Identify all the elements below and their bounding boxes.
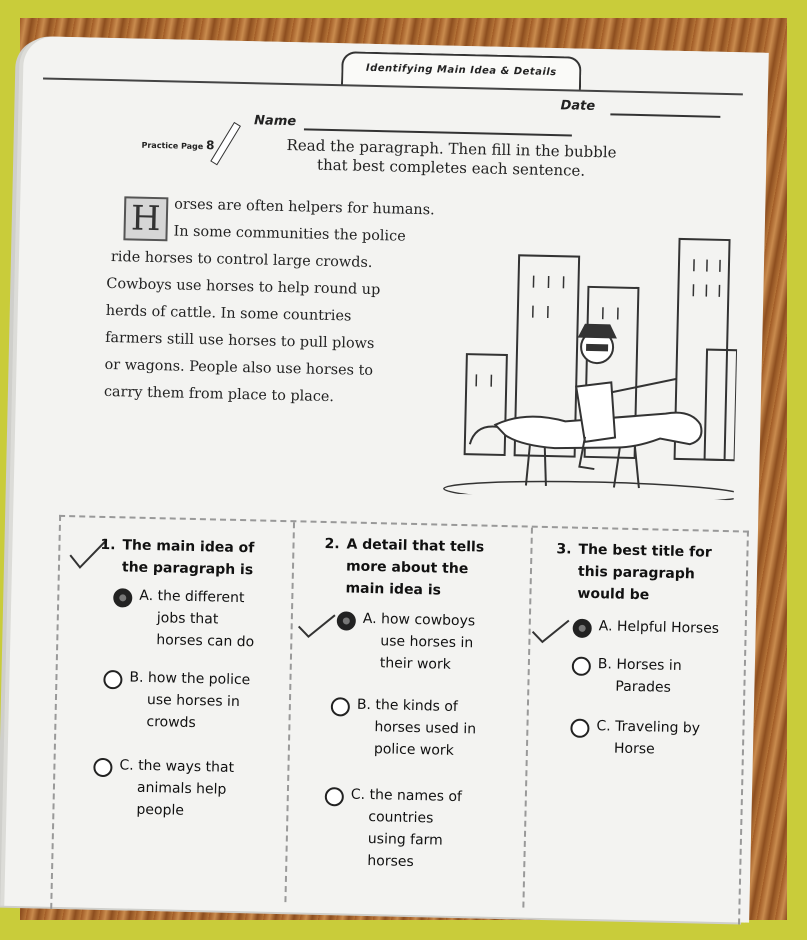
question-3-title-line-1: The best title for [578, 541, 712, 561]
q1-option-b [128, 667, 250, 736]
q2-option-c-line-2: countries [368, 809, 434, 827]
q3-option-a-line-1: Helpful Horses [616, 618, 720, 637]
q2-option-c-line-1: the names of [369, 787, 463, 806]
q2-option-a-line-1: how cowboys [380, 611, 476, 630]
question-2-number: 2. [324, 535, 340, 553]
paragraph-line-8: carry them from place to place. [103, 383, 335, 406]
paragraph-line-3: ride horses to control large crowds. [110, 249, 373, 271]
question-1-title-line-1: The main idea of [122, 537, 255, 557]
q3-option-b-line-1: Horses in [616, 656, 682, 675]
q2-option-c [349, 784, 462, 874]
q3-option-b-bubble[interactable] [572, 657, 591, 676]
name-field[interactable] [304, 128, 572, 136]
reading-paragraph [104, 190, 479, 414]
checkmark-icon [530, 614, 571, 647]
question-3-title-line-3: would be [577, 585, 650, 604]
questions-section [50, 515, 749, 925]
q1-option-a-line-3: horses can do [156, 632, 255, 651]
question-3-title [555, 538, 712, 608]
q2-option-a-line-3: their work [379, 655, 451, 673]
q2-option-a [362, 608, 476, 677]
q2-option-b [356, 694, 477, 763]
instructions-line-2: that best completes each sentence. [316, 155, 586, 180]
dropcap-letter: H [123, 196, 168, 241]
question-1-title [100, 534, 255, 581]
worksheet-page [4, 36, 769, 923]
q1-option-b-line-1: how the police [147, 669, 251, 689]
q3-option-c-bubble[interactable] [570, 719, 589, 738]
q1-option-c [118, 754, 234, 823]
q1-option-a-line-2: jobs that [156, 610, 219, 628]
practice-page-number: 8 [205, 138, 215, 153]
paragraph-line-5: herds of cattle. In some countries [105, 302, 352, 325]
instructions-line-1: Read the paragraph. Then fill in the bubble [286, 135, 617, 162]
q2-option-b-line-3: police work [373, 741, 454, 759]
q1-option-a-line-1: the different [157, 588, 245, 607]
q3-option-a-letter: A. [598, 618, 613, 635]
q2-option-c-letter: C. [350, 786, 366, 803]
pencil-icon [210, 122, 241, 165]
question-3-number: 3. [556, 541, 572, 558]
question-2-title [323, 533, 484, 603]
q2-option-c-line-3: using farm [367, 831, 443, 849]
police-horse-city-illustration [434, 193, 741, 500]
q1-option-a-letter: A. [139, 587, 154, 605]
q3-option-b-letter: B. [597, 656, 613, 673]
q2-option-b-letter: B. [356, 696, 372, 714]
q1-option-a [138, 585, 255, 654]
q3-option-c-line-1: Traveling by [614, 718, 701, 737]
q1-option-b-letter: B. [129, 669, 144, 686]
q2-option-a-letter: A. [362, 610, 377, 628]
question-1-title-line-2: the paragraph is [121, 559, 254, 579]
question-2-title-line-2: more about the [345, 558, 469, 578]
q2-option-b-bubble[interactable] [331, 697, 350, 716]
date-label: Date [560, 98, 596, 114]
q1-option-b-bubble[interactable] [103, 670, 122, 689]
q1-option-a-bubble[interactable] [113, 588, 132, 607]
q3-option-b-line-2: Parades [615, 678, 672, 696]
q2-option-a-line-2: use horses in [380, 633, 474, 652]
q3-option-c-letter: C. [596, 718, 611, 735]
practice-label-text: Practice Page [141, 140, 204, 152]
name-label: Name [253, 113, 297, 130]
paragraph-line-6: farmers still use horses to pull plows [104, 329, 375, 353]
q2-option-a-bubble[interactable] [337, 611, 356, 630]
q3-option-c [596, 715, 701, 761]
q2-option-b-line-1: the kinds of [375, 697, 459, 716]
paragraph-line-7: or wagons. People also use horses to [104, 356, 374, 380]
question-1 [52, 517, 291, 902]
practice-page-label [141, 137, 214, 153]
q3-option-b [597, 653, 682, 699]
q1-option-c-line-2: animals help [136, 779, 227, 798]
question-3-title-line-2: this paragraph [577, 563, 695, 583]
q3-option-a-bubble[interactable] [572, 619, 591, 638]
paragraph-line-2: In some communities the police [173, 223, 406, 245]
paragraph-line-1: orses are often helpers for humans. [174, 196, 435, 219]
question-3 [522, 528, 749, 913]
question-2-title-line-3: main idea is [345, 580, 442, 599]
q2-option-c-bubble[interactable] [325, 787, 344, 806]
q1-option-c-bubble[interactable] [93, 758, 112, 777]
date-field[interactable] [610, 113, 720, 117]
instructions [251, 135, 652, 182]
q3-option-c-line-2: Horse [613, 740, 655, 758]
q2-option-b-line-2: horses used in [374, 719, 477, 738]
q3-option-a [599, 615, 720, 640]
page-title-tab: Identifying Main Idea & Details [341, 51, 582, 90]
question-2 [284, 522, 529, 907]
question-2-title-line-1: A detail that tells [346, 536, 485, 556]
q1-option-c-line-1: the ways that [137, 757, 235, 776]
q2-option-c-line-4: horses [367, 853, 414, 871]
q1-option-c-letter: C. [119, 757, 134, 774]
q1-option-c-line-3: people [136, 801, 185, 819]
checkmark-icon [296, 608, 337, 641]
q1-option-b-line-3: crowds [146, 713, 196, 732]
paragraph-line-4: Cowboys use horses to help round up [106, 275, 381, 299]
question-1-number: 1. [100, 536, 116, 554]
q1-option-b-line-2: use horses in [146, 691, 240, 711]
